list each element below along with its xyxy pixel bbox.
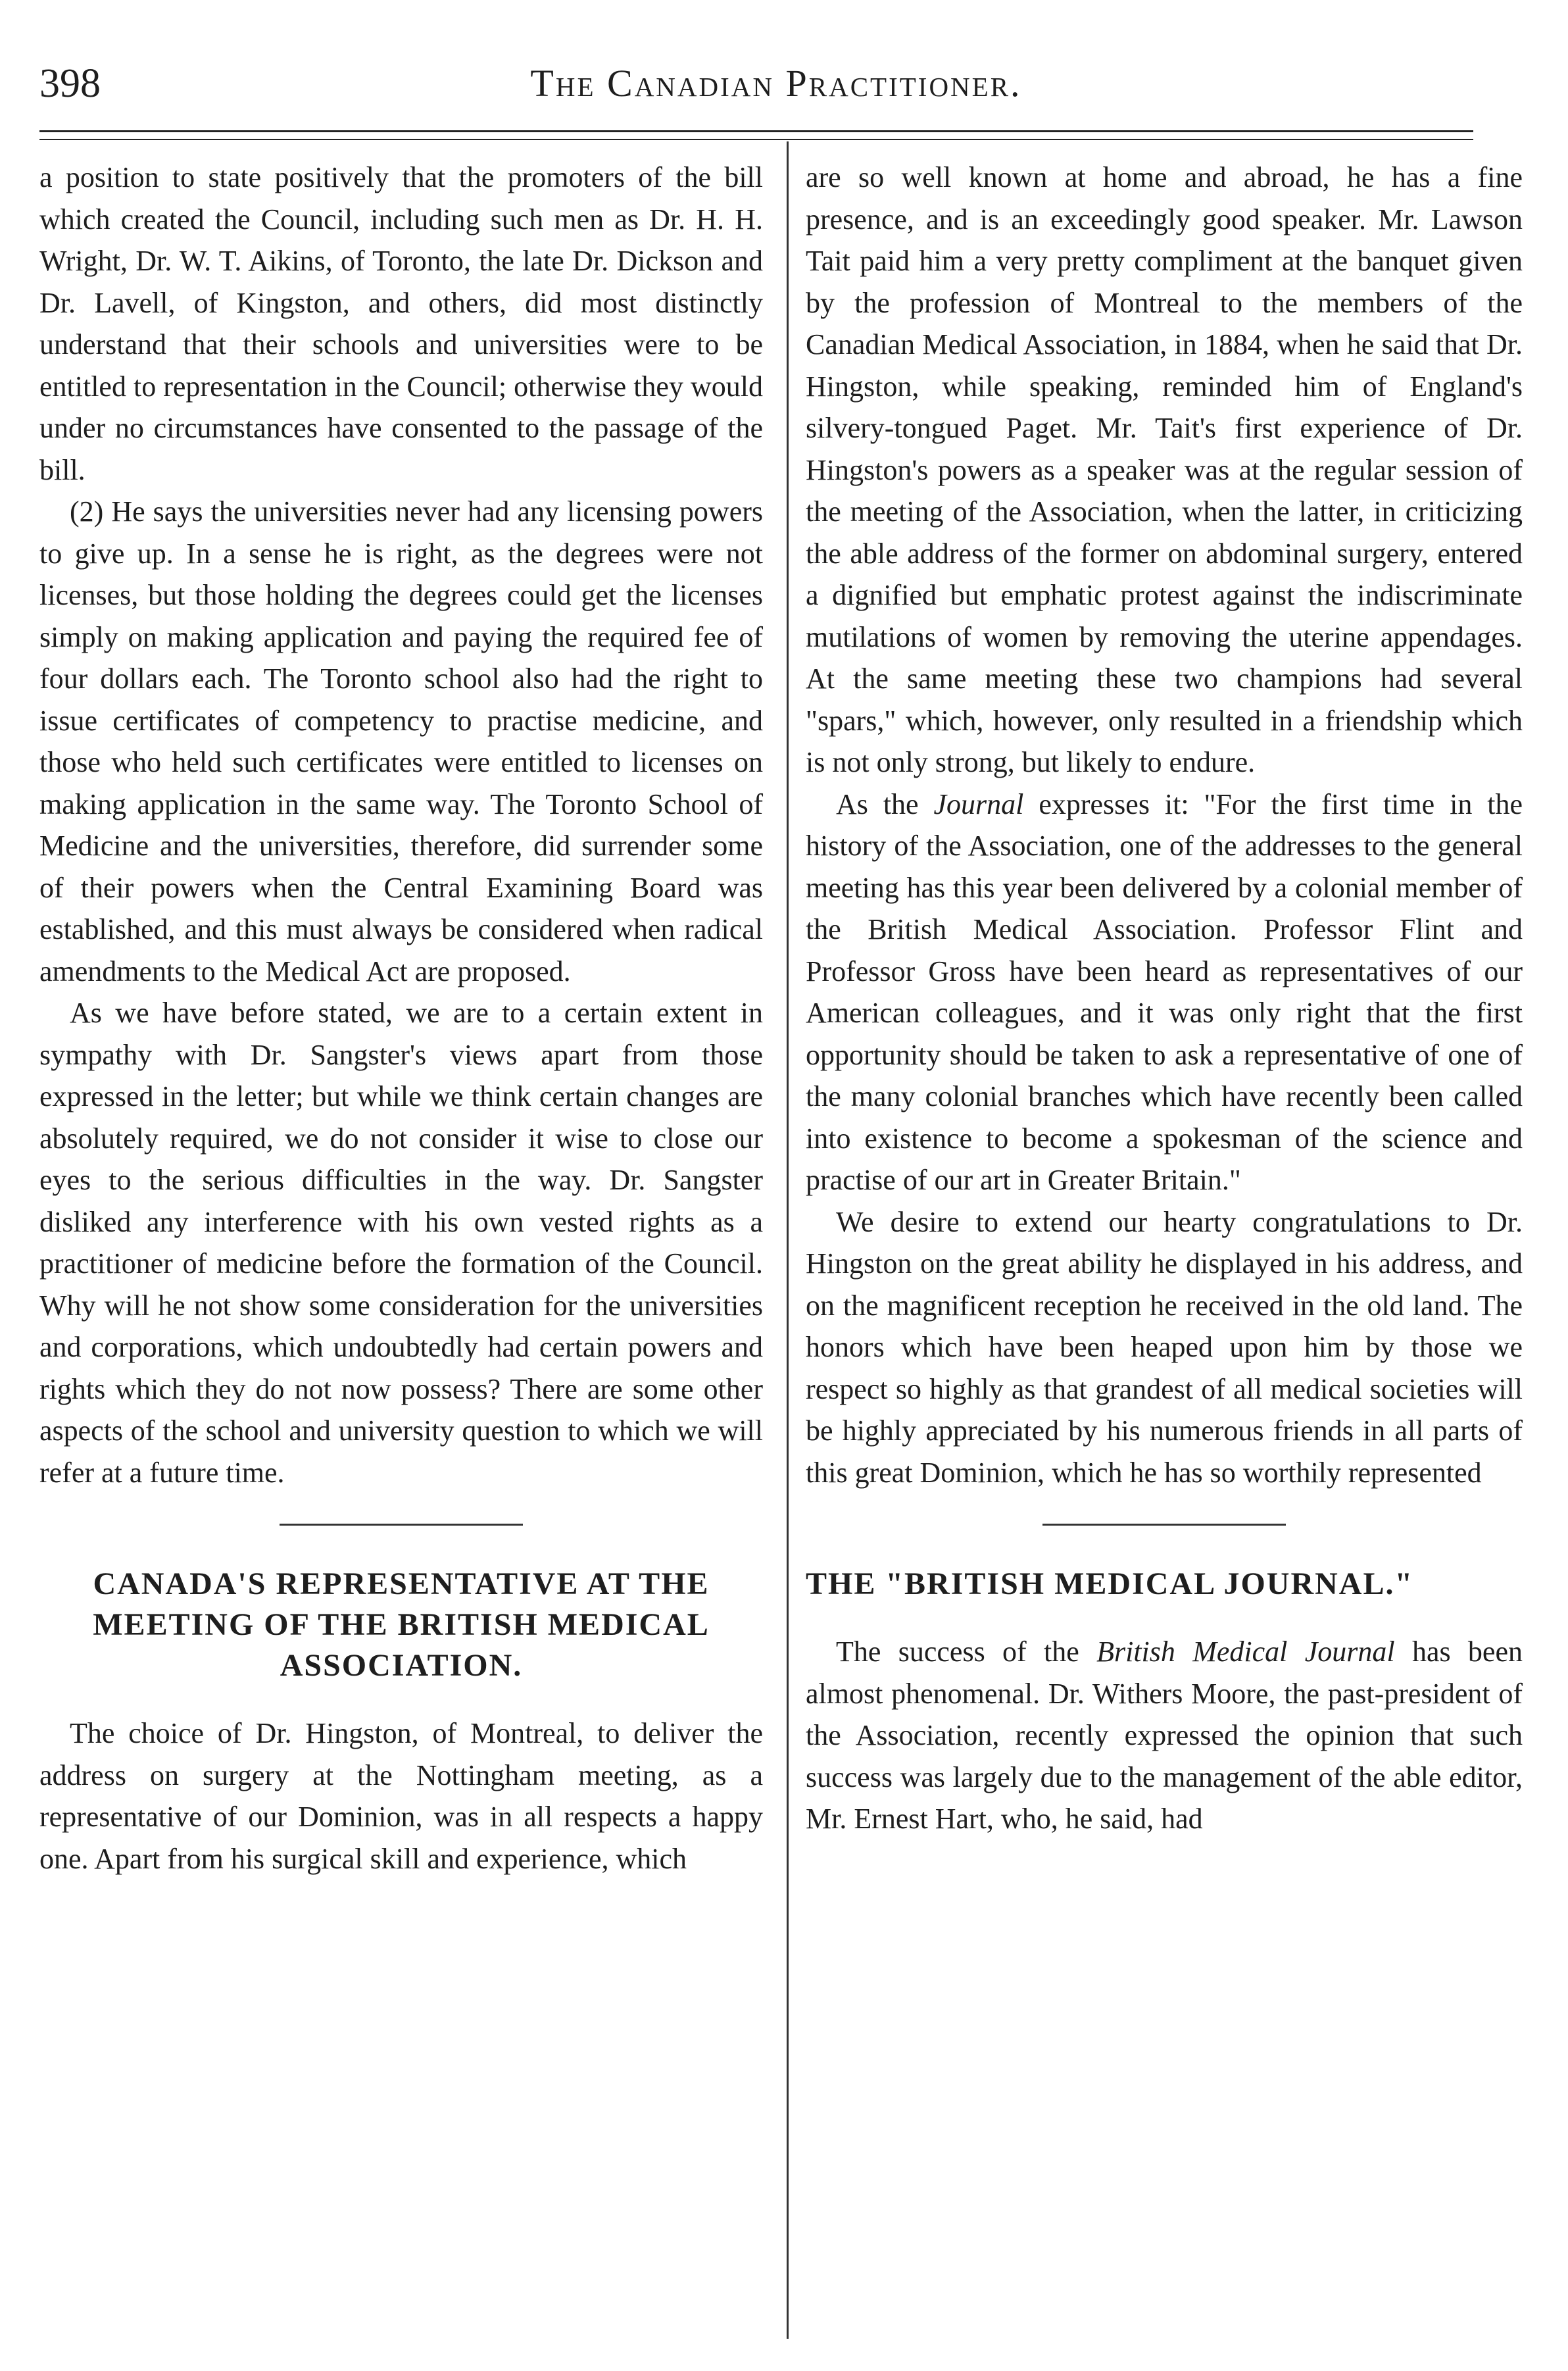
text-run: As the [836, 787, 934, 820]
section-separator [1042, 1524, 1286, 1526]
paragraph: (2) He says the universities never had any licensing powers to give up. In a sense he is right, as the degrees were not licenses, but those holding the degrees could get the licenses simply on making application and paying the required fee of four dollars each. The Toronto school also had the right to issue certificates of competency to practise medicine, and those who held such certificates were entitled to licenses on making application in the same way. The Toronto School of Medicine and the universities, therefore, did surrender some of their powers when the Central Examining Board was established, and this must always be considered when radical amendments to the Medical Act are proposed. [39, 495, 763, 987]
section-heading: CANADA'S REPRESENTATIVE AT THE MEETING OF THE BRITISH MEDICAL ASSOCIATION. [93, 1566, 710, 1683]
journal-title: Journal [933, 787, 1024, 820]
section-heading: THE "BRITISH MEDICAL JOURNAL." [806, 1566, 1414, 1601]
paragraph: As we have before stated, we are to a certain extent in sympathy with Dr. Sangster's views apart from those expressed in the letter; but while we think certain changes are absolutely required, we do not consider it wise to close our eyes to the serious difficulties in the way. Dr. Sangster disliked any interference with his own vested rights as a practitioner of medicine before the formation of the Council. Why will he not show some consideration for the universities and corporations, which undoubtedly had certain powers and rights which they do not now possess? There are some other aspects of the school and university question to which we will refer at a future time. [39, 997, 763, 1489]
paragraph: The choice of Dr. Hingston, of Montreal, to deliver the address on surgery at the Nottingham meeting, as a representative of our Dominion, was in all respects a happy one. Apart from his surgical skill and experience, which [39, 1717, 763, 1875]
page-number: 398 [39, 61, 101, 106]
header-rule [39, 130, 1473, 140]
paragraph [806, 784, 1523, 1201]
text-run: has been almost phenomenal. Dr. Withers Moore, the past-president of the Association, recently expressed the opinion that such success was largely due to the management of the able editor, Mr. Ernest Hart, who, he said, had [806, 1635, 1523, 1835]
paragraph: a position to state positively that the promoters of the bill which created the Council, including such men as Dr. H. H. Wright, Dr. W. T. Aikins, of Toronto, the late Dr. Dickson and Dr. Lavell, of Kingston, and others, did most distinctly understand that their schools and universities were to be entitled to representation in the Council; otherwise they would under no circumstances have consented to the passage of the bill. [39, 161, 763, 486]
left-column [39, 157, 763, 1880]
text-run: expresses it: "For the first time in the history of the Association, one of the addresses to the general meeting has this year been delivered by a colonial member of the British Medical Association. Professor Flint and Professor Gross have been heard as representatives of our American colleagues, and it was only right that the first opportunity should be taken to ask a representative of one of the many colonial branches which have recently been called into existence to become a spokesman of the science and practise of our art in Greater Britain." [806, 787, 1523, 1196]
running-title: The Canadian Practitioner. [530, 62, 1022, 105]
journal-title: British Medical Journal [1096, 1635, 1395, 1668]
page-header [39, 46, 1513, 118]
paragraph: We desire to extend our hearty congratulations to Dr. Hingston on the great ability he displayed in his address, and on the magnificent reception he received in the old land. The honors which have been heaped upon him by those we respect so highly as that grandest of all medical societies will be highly appreciated by his numerous friends in all parts of this great Dominion, which he has so worthily represented [806, 1205, 1523, 1489]
text-run: The success of the [836, 1635, 1097, 1668]
paragraph: are so well known at home and abroad, he has a fine presence, and is an exceedingly good speaker. Mr. Lawson Tait paid him a very pretty compliment at the banquet given by the profession of Montreal to the members of the Canadian Medical Association, in 1884, when he said that Dr. Hingston, while speaking, reminded him of England's silvery-tongued Paget. Mr. Tait's first experience of Dr. Hingston's powers as a speaker was at the regular session of the meeting of the Association, when the latter, in criticizing the able address of the former on abdominal surgery, entered a dignified but emphatic protest against the indiscriminate mutilations of women by removing the uterine appendages. At the same meeting these two champions had several "spars," which, however, only resulted in a friendship which is not only strong, but likely to endure. [806, 161, 1523, 778]
paragraph [806, 1631, 1523, 1840]
column-divider [787, 141, 789, 2339]
section-separator [280, 1524, 523, 1526]
right-column [806, 157, 1523, 1840]
